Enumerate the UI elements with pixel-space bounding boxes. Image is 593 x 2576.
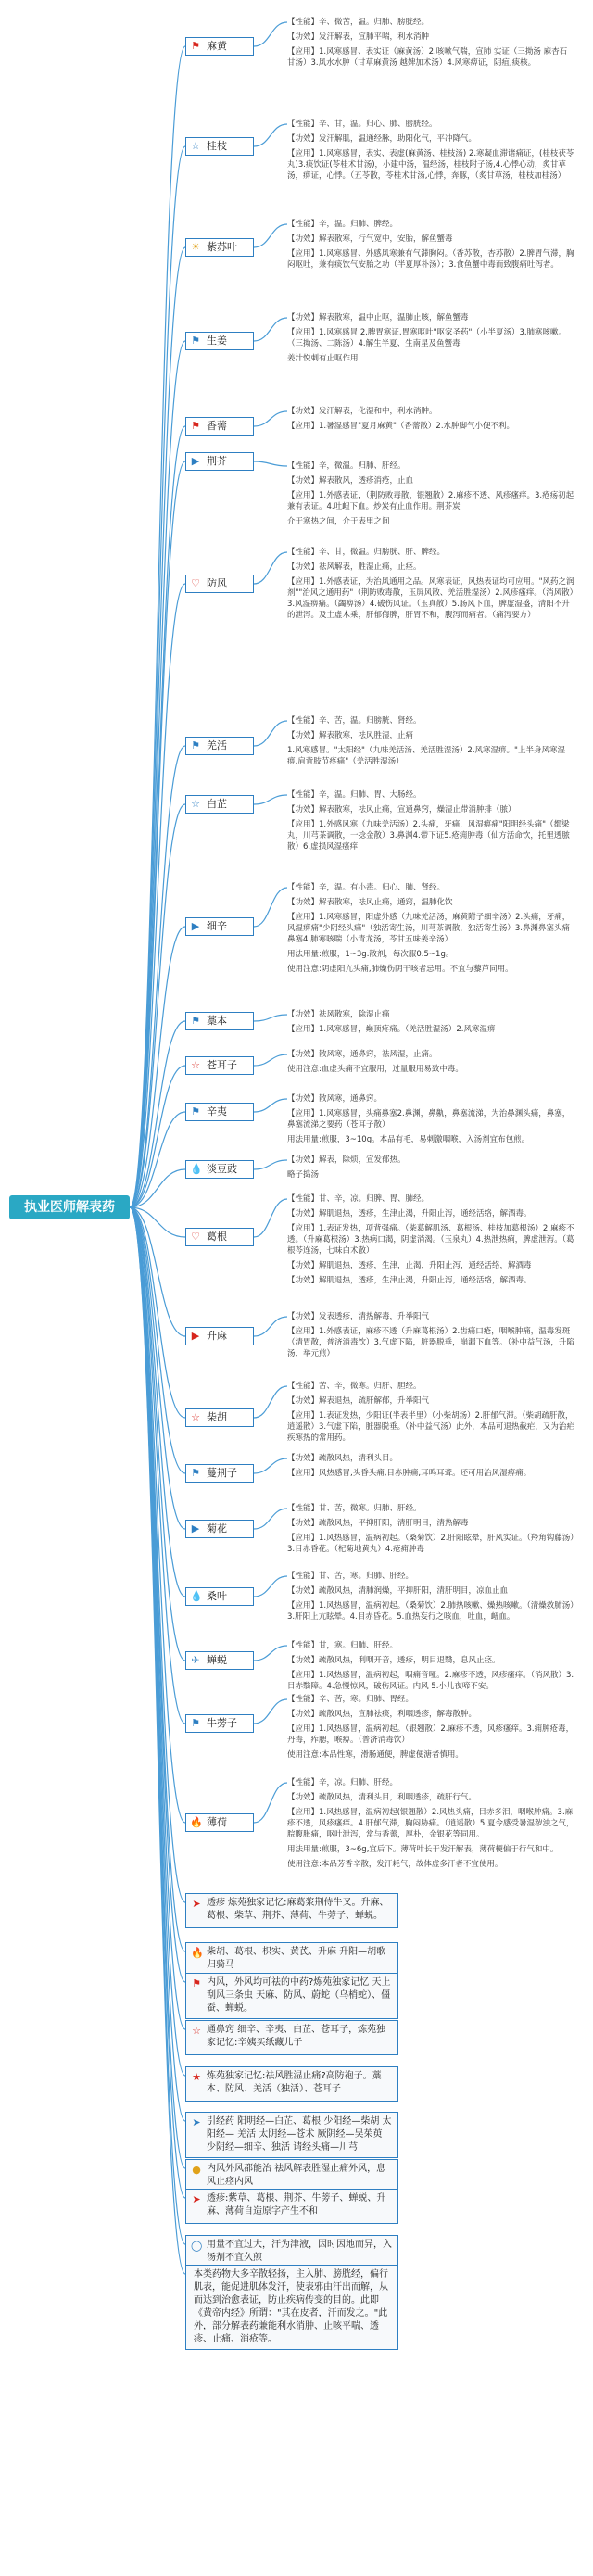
herb-node-11[interactable] [185,1056,254,1075]
detail-line: 【性能】甘、苦，微寒。归肺、肝经。 [287,1504,422,1513]
star-outline-icon: ☆ [191,1059,200,1071]
herb-node-18[interactable] [185,1520,254,1538]
detail-line: 【性能】苦、辛，微寒。归肝、胆经。 [287,1382,422,1391]
herb-node-22[interactable] [185,1813,254,1832]
connector-line [130,461,185,1207]
herb-name: 桑叶 [207,1590,227,1602]
summary-note-1[interactable] [185,1942,398,1976]
detail-line: 用法用量:煎服，1~3g.散剂，每次服0.5~1g。 [287,950,454,959]
connector-line [254,1646,287,1661]
detail-line: 【性能】辛，温。归肺、脾经。 [287,220,398,229]
detail-line: 使用注意:血虚头痛不宜服用，过量服用易致中毒。 [287,1065,463,1074]
herb-name: 辛夷 [207,1105,227,1118]
play-icon: ▶ [191,920,200,932]
flag-icon: ⚑ [191,335,200,347]
detail-line: 【功效】发汗解表，化湿和中，利水消肿。 [287,407,437,416]
detail-line: 姜汁悦刺有止呕作用 [287,354,359,363]
detail-line: 【功效】发汗解表，宣肺平喘，利水消肿 [287,32,430,42]
detail-line: 【功效】解表散寒，祛风胜湿，止痛 [287,731,414,740]
connector-line [254,1576,287,1597]
summary-text: 透疹:紫草、葛根、荆芥、牛蒡子、蝉蜕、升麻、薄荷自造原字产生不和 [207,2193,386,2216]
detail-line: 【性能】辛、苦，温。归膀胱、肾经。 [287,716,422,726]
drop-icon: 💧 [190,1163,203,1175]
connector-line [254,461,287,466]
summary-note-8[interactable] [185,2235,398,2268]
herb-detail-7 [287,715,574,771]
summary-note-5[interactable] [185,2112,398,2158]
herb-name: 防风 [207,577,227,589]
connector-line [130,1207,185,1982]
herb-node-2[interactable] [185,238,254,257]
herb-name: 葛根 [207,1231,227,1243]
connector-line [130,1207,185,2029]
herb-node-8[interactable] [185,795,254,814]
herb-detail-12 [287,1093,574,1149]
heart-icon: ♡ [191,1231,200,1243]
summary-text: 透疹 炼苑独家记忆:麻葛浆荆侍牛又。升麻、葛根、柴草、荆芥、薄荷、牛蒡子、蝉蜕。 [207,1898,389,1921]
herb-name: 蝉蜕 [207,1654,227,1666]
detail-line: 【功效】发表透疹，清热解毒，升举阳气 [287,1312,430,1321]
detail-line: 【应用】1.风热感冒，温病初起。（桑菊饮）2.肝阳眩晕，肝风实证。（羚角钩藤汤）3.目赤昏花。（杞菊地黄丸）4.疮痈肿毒 [287,1534,574,1554]
play-icon: ▶ [191,455,200,467]
summary-note-3[interactable] [185,2020,398,2055]
detail-line: 【性能】辛，微温。归肺、肝经。 [287,461,406,471]
connector-line [130,804,185,1207]
detail-line: 【功效】祛风解表，胜湿止痛，止痉。 [287,562,422,572]
detail-line: 用法用量:煎服，3~10g。本品有毛，易刺激咽喉，入汤剂宜布包煎。 [287,1135,530,1144]
herb-node-7[interactable] [185,737,254,755]
summary-text: 引经药 阳明经—白芷、葛根 少阳经—柴胡 太阳经— 羌活 太阴经—苍术 厥阴经—吴茱萸 少阴经—细辛、独活 请经头痛—川芎 [207,2116,392,2153]
herb-name: 生姜 [207,335,227,347]
connector-line [254,1458,287,1473]
herb-name: 桂枝 [207,140,227,152]
connector-line [254,795,287,804]
detail-line: 【功效】解表散寒，温中止呕，温肺止咳，解鱼蟹毒 [287,313,469,322]
herb-detail-1 [287,119,574,185]
flag-icon: ⚑ [191,1717,200,1729]
summary-text: 内风，外风均可祛的中药?炼苑独家记忆 天上刮风三条虫 天麻、防风、蔚蛇（乌梢蛇）、僵蚕、蝉蜕。 [207,1977,391,2014]
herb-name: 香薷 [207,420,227,432]
detail-line: 【性能】辛、微苦，温。归肺、膀胱经。 [287,18,430,27]
herb-name: 菊花 [207,1522,227,1534]
herb-node-5[interactable] [185,452,254,471]
herb-node-17[interactable] [185,1464,254,1483]
herb-node-9[interactable] [185,917,254,936]
fish-icon: ➤ [192,1898,201,1910]
herb-detail-17 [287,1453,574,1483]
summary-text: 用量不宜过大，汗为津液，因时因地而异，入汤剂不宜久煎 [207,2240,392,2263]
herb-name: 藁本 [207,1015,227,1027]
detail-line: 【性能】甘，寒。归肺、肝经。 [287,1641,398,1650]
detail-line: 用法用量:煎服，3~6g,宜后下。薄荷叶长于发汗解表，薄荷梗偏于行气和中。 [287,1845,559,1854]
summary-note-6[interactable] [185,2159,398,2192]
detail-line: 【功效】祛风散寒，除湿止痛 [287,1010,390,1019]
flag-icon: ⚑ [191,420,200,432]
connector-line [130,146,185,1207]
fish-icon: ➤ [192,2193,201,2205]
connector-line [254,224,287,247]
connector-line [254,552,287,584]
detail-line: 【性能】辛、甘，温。归心、肺、膀胱经。 [287,120,437,129]
detail-line: 【应用】1.风寒感冒 2.脾胃寒证,胃寒呕吐"呕家圣药"（小半夏汤）3.肺寒咳嗽。（三拗汤、二陈汤）4.解生半夏、生南星及鱼蟹毒 [287,328,567,348]
herb-detail-5 [287,461,574,531]
connector-line [254,22,287,46]
detail-line: 【功效】解表散寒，祛风止痛，通窍，温肺化饮 [287,898,453,907]
detail-line: 1.风寒感冒。"太阳经"（九味羌活汤、羌活胜湿汤）2.风寒湿痹。"上半身风寒湿痹,肩背肢节疼痛"（羌活胜湿汤） [287,746,565,766]
fire-icon: 🔥 [190,1816,203,1828]
herb-name: 荆芥 [207,455,227,467]
herb-node-10[interactable] [185,1012,254,1030]
detail-line: 【功效】疏散风热，利咽开音，透疹，明目退翳，息风止痉。 [287,1656,500,1665]
herb-detail-18 [287,1503,574,1559]
heart-icon: ♡ [191,577,200,589]
detail-line: 【功效】散风寒，通鼻窍。 [287,1094,383,1104]
detail-line: 【应用】1.风热感冒，温病初起。（银翘散）2.麻疹不透，风疹瘙痒。3.痈肿疮毒，丹毒，痄腮，喉痹。（普济消毒饮） [287,1724,574,1745]
herb-name: 蔓荆子 [207,1467,237,1479]
detail-line: 【应用】1.风寒感冒，巅顶疼痛。（羌活胜湿汤）2.风寒湿痹 [287,1025,496,1034]
herb-node-20[interactable] [185,1651,254,1670]
detail-line: 【性能】辛，凉。归肺、肝经。 [287,1778,398,1787]
dot-icon: ● [192,2164,201,2176]
detail-line: 使用注意:阴虚阳亢头痛,肺燥伤阴干咳者忌用。不宜与藜芦同用。 [287,965,513,974]
flag-icon: ⚑ [191,1015,200,1027]
detail-line: 【性能】甘、苦，寒。归肺、肝经。 [287,1572,414,1581]
flag-icon: ⚑ [191,1105,200,1118]
herb-name: 薄荷 [207,1816,227,1828]
circle-icon: ◯ [191,2240,203,2252]
detail-line: 略子捣汤 [287,1170,320,1180]
herb-name: 白芷 [207,798,227,810]
star-outline-icon: ☆ [191,798,200,810]
herb-name: 麻黄 [207,40,227,52]
connector-line [130,1207,185,1529]
detail-line: 【功效】疏散风热，平抑肝阳，清肝明目，清热解毒 [287,1519,469,1528]
star-outline-icon: ☆ [192,2025,201,2037]
fish-icon: ➤ [192,2116,201,2128]
detail-line: 【功效】散风寒，通鼻窍，祛风湿，止痛。 [287,1050,437,1059]
herb-detail-20 [287,1640,574,1696]
connector-line [254,318,287,341]
connector-line [254,1699,287,1724]
herb-name: 淡豆豉 [207,1163,237,1175]
play-icon: ▶ [191,1330,200,1342]
detail-line: 【应用】1.外感表证，（荆防败毒散、银翘散）2.麻疹不透、风疹瘙痒。3.疮疡初起兼有表证。4.吐衄下血。炒炭有止血作用。荆芥炭 [287,491,574,511]
herb-name: 柴胡 [207,1411,227,1423]
herb-node-0[interactable] [185,37,254,56]
herb-detail-3 [287,312,574,368]
detail-line: 【应用】1.表证发热，少阳证(半表半里）（小柴胡汤）2.肝郁气滞。（柴胡疏肝散，逍遥散）3.气虚下陷，脏器脱垂。（补中益气汤）此外，本品可退热截疟，又为治疟疾寒热的常用药。 [287,1411,574,1443]
herb-detail-14 [287,1193,574,1290]
detail-line: 【功效】解表散寒，祛风止痛，宣通鼻窍，燥湿止带消肿排（脓） [287,805,516,814]
detail-line: 【功效】解肌退热，透疹，生津，止渴，升阳止泻，通经活络，解酒毒 [287,1261,532,1270]
herb-name: 牛蒡子 [207,1717,237,1729]
herb-node-6[interactable] [185,575,254,593]
detail-line: 【功效】解肌退热，透疹，生津止渴，升阳止泻，通经活络，解酒毒。 [287,1276,532,1285]
detail-line: 【应用】1.表证发热，项背强痛。（柴葛解肌汤、葛根汤、桂枝加葛根汤）2.麻疹不透。（升麻葛根汤）3.热病口渴，阴虚消渴。（玉泉丸）4.热泄热痢，脾虚泄泻。（葛根芩连汤，七味白术散） [287,1224,574,1256]
detail-line: 【应用】1.风热感冒，温病初起。（桑菊饮）2.肺热咳嗽、燥热咳嗽。（清燥救肺汤）3.肝阳上亢眩晕。4.目赤昏花。5.血热妄行之咳血，吐血，衄血。 [287,1601,574,1622]
fire-icon: 🔥 [191,1947,204,1959]
connector-line [254,1317,287,1336]
summary-note-0[interactable] [185,1893,398,1928]
detail-line: 【性能】辛，温。归肺、胃、大肠经。 [287,790,422,800]
connector-line [254,124,287,146]
detail-line: 介于寒热之间，介于表里之间 [287,517,390,526]
flag-icon: ⚑ [191,739,200,751]
root-node-title[interactable]: 执业医师解表药 [9,1195,130,1219]
herb-node-21[interactable] [185,1714,254,1733]
summary-note-7[interactable] [185,2189,398,2224]
connector-line [254,888,287,927]
connector-line [130,1207,185,2198]
herb-detail-6 [287,547,574,625]
connector-line [254,1386,287,1418]
detail-line: 【应用】1.外感表证，麻疹不透（升麻葛根汤）2.齿痛口疮，咽喉肿痛，温毒发斑（清胃散，普济消毒饮）3.气虚下陷，脏器脱垂，崩漏下血等。（补中益气汤，升陷汤，举元煎） [287,1327,574,1358]
detail-line: 【功效】疏散风热，清利头目，利咽透疹，疏肝行气。 [287,1793,477,1802]
detail-line: 【性能】辛，温。有小毒。归心、肺、肾经。 [287,883,446,892]
detail-line: 【功效】疏散风热，清利头目。 [287,1454,398,1463]
detail-line: 【功效】解表散寒，行气宽中，安胎，解鱼蟹毒 [287,234,453,244]
connector-line [130,1207,185,1597]
herb-node-14[interactable] [185,1228,254,1246]
herb-detail-22 [287,1777,574,1874]
herb-detail-16 [287,1381,574,1447]
detail-line: 【性能】甘、辛，凉。归脾、胃、肺经。 [287,1194,430,1204]
drop-icon: 💧 [190,1590,203,1602]
herb-detail-19 [287,1571,574,1626]
detail-line: 【功效】解表退热，疏肝解郁，升举阳气 [287,1396,430,1406]
star-outline-icon: ☆ [191,1411,200,1423]
summary-note-4[interactable] [185,2066,398,2102]
summary-text: 通鼻窍 细辛、辛夷、白芷、苍耳子，炼苑独家记忆:辛姨买纸藏儿子 [207,2025,386,2048]
detail-line: 【性能】辛、苦，寒。归肺、胃经。 [287,1695,414,1704]
herb-name: 羌活 [207,739,227,751]
herb-detail-11 [287,1049,574,1079]
herb-name: 升麻 [207,1330,227,1342]
summary-text: 柴胡、葛根、枳实、黄芪、升麻 升阳—胡歌归骑马 [207,1947,386,1970]
detail-line: 【性能】辛、甘，微温。归膀胱、肝、脾经。 [287,548,446,557]
detail-line: 【应用】1.风热感冒，温病初起(银翘散）2.风热头痛，目赤多泪，咽喉肿痛。3.麻疹不透，风疹瘙痒。4.肝郁气滞，胸闷胁痛。（逍遥散）5.夏令感受暑湿秽浊之气，脘腹胀痛，呕吐泄泻，常与香薷，厚朴，金银花等同用。 [287,1808,574,1839]
herb-name: 细辛 [207,920,227,932]
detail-line: 【应用】1.风寒感冒，阳虚外感（九味羌活汤，麻黄附子细辛汤）2.头痛，牙痛，风湿痹痛"少阴经头痛"（独活寄生汤，川芎茶调散，独活寄生汤）3.鼻渊鼻塞头痛鼻塞4.肺寒咳喘（小青龙汤，苓甘五味姜辛汤） [287,913,571,944]
detail-line: 【功效】解表散风，透疹消疮，止血 [287,476,414,486]
detail-line: 【应用】1.风寒感冒，表实、表虚(麻黄汤、桂枝汤) 2.寒凝血滞诸痛证，(桂枝茯苓丸)3.痰饮证(苓桂术甘汤)，小建中汤，温经汤，桂枝附子汤,4.心悸心动，炙甘草汤，痹证，心悸。（五苓散，苓桂术甘汤,心悸，奔豚，（炙甘草汤，桂枝加桂汤） [287,149,574,181]
connector-line [254,1783,287,1823]
detail-line: 【功效】解肌退热，透疹，生津止渴，升阳止泻，通经活络，解酒毒。 [287,1209,532,1219]
detail-line: 【应用】风热感冒,头昏头痛,目赤肿痛,耳鸣耳聋。还可用治风湿痹痛。 [287,1469,532,1478]
herb-detail-15 [287,1311,574,1363]
herb-name: 紫苏叶 [207,241,237,253]
herb-detail-21 [287,1694,574,1764]
herb-node-15[interactable] [185,1327,254,1345]
connector-line [254,721,287,746]
detail-line: 【应用】1.风寒感冒、外感风寒兼有气滞胸闷。（香苏散，杏苏散）2.脾胃气滞，胸闷呕吐，兼有痰饮气安胎之功（半夏厚朴汤）；3.食鱼蟹中毒而致腹痛吐泻者。 [287,249,574,270]
summary-note-2[interactable] [185,1973,398,2019]
summary-text: 本类药物大多辛散轻扬，主入肺、膀胱经，偏行肌表，能促进肌体发汗，使表邪由汗出而解，从而达到治愈表证，防止疾病传变的目的。此即《黄帝内经》所谓："其在皮者，汗而发之。"此外，部分解表药兼能利水消肿、止咳平喘、透疹、止痛、消疮等。 [194,2269,388,2344]
detail-line: 使用注意:本品性寒，滑肠通便，脾虚便溏者慎用。 [287,1750,463,1760]
play-icon: ▶ [191,1522,200,1534]
herb-name: 苍耳子 [207,1059,237,1071]
herb-node-16[interactable] [185,1408,254,1427]
summary-note-9[interactable] [185,2265,398,2350]
herb-detail-8 [287,789,574,856]
detail-line: 【功效】解表，除烦，宣发郁热。 [287,1155,406,1165]
connector-line [130,46,185,1207]
star-outline-icon: ☆ [191,140,200,152]
connector-line [254,1199,287,1237]
detail-line: 使用注意:本品芳香辛散，发汗耗气，故体虚多汗者不宜使用。 [287,1860,503,1869]
herb-detail-10 [287,1009,574,1039]
herb-node-19[interactable] [185,1587,254,1606]
detail-line: 【应用】1.外感表证，为治风通用之品。风寒表证，风热表证均可应用。"风药之润剂""治风之通用药"（荆防败毒散，玉屏风散、羌活胜湿汤）2.风疹瘙痒。（消风散）3.风湿痹痛。（蠲痹汤）4.破伤风证。（玉真散）5.肠风下血，脾虚湿盛，清阳不升的泄泻。及土虚木乘，肝郁侮脾，肝胃不和，腹泻而痛者。（痛泻要方） [287,577,574,620]
herb-node-4[interactable] [185,417,254,436]
herb-node-3[interactable] [185,332,254,350]
detail-line: 【功效】疏散风热，宣肺祛痰，利咽透疹，解毒散肿。 [287,1710,477,1719]
star-icon: ★ [192,2071,201,2083]
connector-line [254,1099,287,1112]
connector-line [254,1509,287,1529]
flag-icon: ⚑ [191,40,200,52]
detail-line: 【应用】1.外感风寒（九味羌活汤）2.头痛，牙痛，风湿痹痛"阳明经头痛"（都梁丸，川芎茶调散，一捻金散）3.鼻渊4.带下证5.疮痈肿毒（仙方活命饮，托里透脓散）6.虚损风湿瘙痒 [287,820,570,852]
connector-line [254,411,287,426]
detail-line: 【应用】1.风寒感冒、表实证（麻黄汤）2.咳嗽气喘，宣肺 实证（三拗汤 麻杏石甘汤）3.风水水肿（甘草麻黄汤 越婢加术汤）4.风寒痹证，阴疽,痰核。 [287,47,568,68]
detail-line: 【应用】1.风热感冒，温病初起，咽痛音哑。2.麻疹不透，风疹瘙痒。（消风散）3.目赤翳障。4.急慢惊风，破伤风证。内风 5.小儿夜啼不安。 [287,1671,574,1691]
detail-line: 【应用】1.风寒感冒，头痛鼻塞2.鼻渊，鼻鼽，鼻塞流涕，为治鼻渊头痛，鼻塞，鼻塞流涕之要药（苍耳子散） [287,1109,571,1130]
summary-text: 内风外风都能治 祛风解表胜湿止痛外风，息风止痉内风 [207,2164,386,2187]
connector-line [254,1054,287,1066]
herb-node-12[interactable] [185,1103,254,1121]
connector-line [254,1160,287,1169]
herb-detail-9 [287,882,574,979]
connector-line [254,1015,287,1021]
detail-line: 【应用】1.暑湿感冒"夏月麻黄"（香薷散）2.水肿脚气小便不利。 [287,422,515,431]
herb-detail-4 [287,406,574,436]
herb-detail-13 [287,1155,574,1184]
sun-icon: ☀ [191,241,200,253]
connector-line [130,341,185,1207]
plane-icon: ✈ [191,1654,200,1666]
summary-text: 炼苑独家记忆:祛风胜湿止痛?高防袍子。藁本、防风、羌活（独活）、苍耳子 [207,2071,382,2094]
flag-icon: ⚑ [192,1977,201,1989]
detail-line: 【功效】疏散风热，清肺润燥，平抑肝阳，清肝明目，凉血止血 [287,1586,509,1596]
herb-detail-0 [287,17,574,72]
herb-node-1[interactable] [185,137,254,156]
detail-line: 【功效】发汗解肌，温通经脉，助阳化气，平冲降气。 [287,134,477,144]
flag-icon: ⚑ [191,1467,200,1479]
herb-detail-2 [287,219,574,274]
herb-node-13[interactable] [185,1160,254,1179]
